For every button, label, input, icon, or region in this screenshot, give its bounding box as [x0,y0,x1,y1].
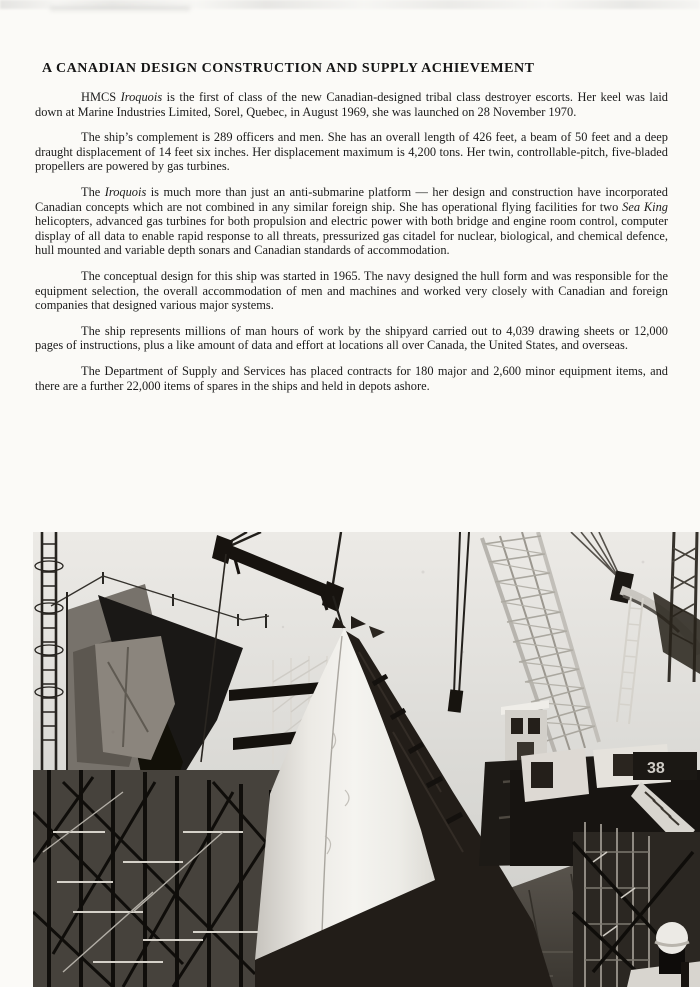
shipyard-photo-graphic [33,532,700,987]
paragraph [35,185,668,258]
body-text-run: is much more than just an anti-submarine platform — her design and construction have incorporated Canadian concepts which are not combined in any similar foreign ship. She has operational flying facilities for two [35,184,668,214]
italic-text: Iroquois [104,184,147,199]
italic-text: Iroquois [120,90,163,104]
article-body [35,90,668,404]
body-text-run: The conceptual design for this ship was started in 1965. The navy designed the hull form and was responsible for the equipment selection, the overall accommodation of men and machines and worked very closely with Canadian and foreign companies that designed various major systems. [35,268,668,313]
paragraph [35,324,668,353]
body-text-run: The ship represents millions of man hours of work by the shipyard carried out to 4,039 drawing sheets or 12,000 pages of instructions, plus a like amount of data and effort at locations all over Canada, the United States, and overseas. [35,323,668,353]
crane-number-label: 38 [647,760,665,777]
paragraph [35,130,668,174]
paragraph [35,269,668,313]
body-text-run: is the first of class of the new Canadian-designed tribal class destroyer escorts. Her keel was laid down at Marine Industries Limited, Sorel, Quebec, in August 1969, she was launched on 28 November 1970. [35,90,668,119]
body-text-run: The Department of Supply and Services has placed contracts for 180 major and 2,600 minor equipment items, and there are a further 22,000 items of spares in the ships and held in depots ashore. [35,363,668,393]
italic-text: Sea King [622,199,668,214]
page-title: A CANADIAN DESIGN CONSTRUCTION AND SUPPLY ACHIEVEMENT [42,61,535,76]
body-text-run: helicopters, advanced gas turbines for both propulsion and electric power with both bridge and engine room control, computer display of all data to enable rapid response to all threats, pressurized gas citadel for nuclear, biological, and chemical defence, hull mounted and variable depth sonars and Canadian standards of accommodation. [35,214,668,258]
body-text-run: HMCS [81,90,121,104]
crane-number-plate [633,752,697,780]
hard-hat-icon [656,922,688,954]
scaffolding-left [33,770,283,987]
scan-artifact-streak [50,6,190,11]
paragraph [35,90,668,119]
body-text-run: The ship’s complement is 289 officers and men. She has an overall length of 426 feet, a beam of 50 feet and a deep draught displacement of 14 feet six inches. Her displacement maximum is 4,200 tons. Her twin, controllable-pitch, five-bladed propellers are powered by gas turbines. [35,130,668,174]
shipyard-photo [33,532,700,987]
paragraph [35,364,668,393]
body-text-run: The [81,184,105,199]
